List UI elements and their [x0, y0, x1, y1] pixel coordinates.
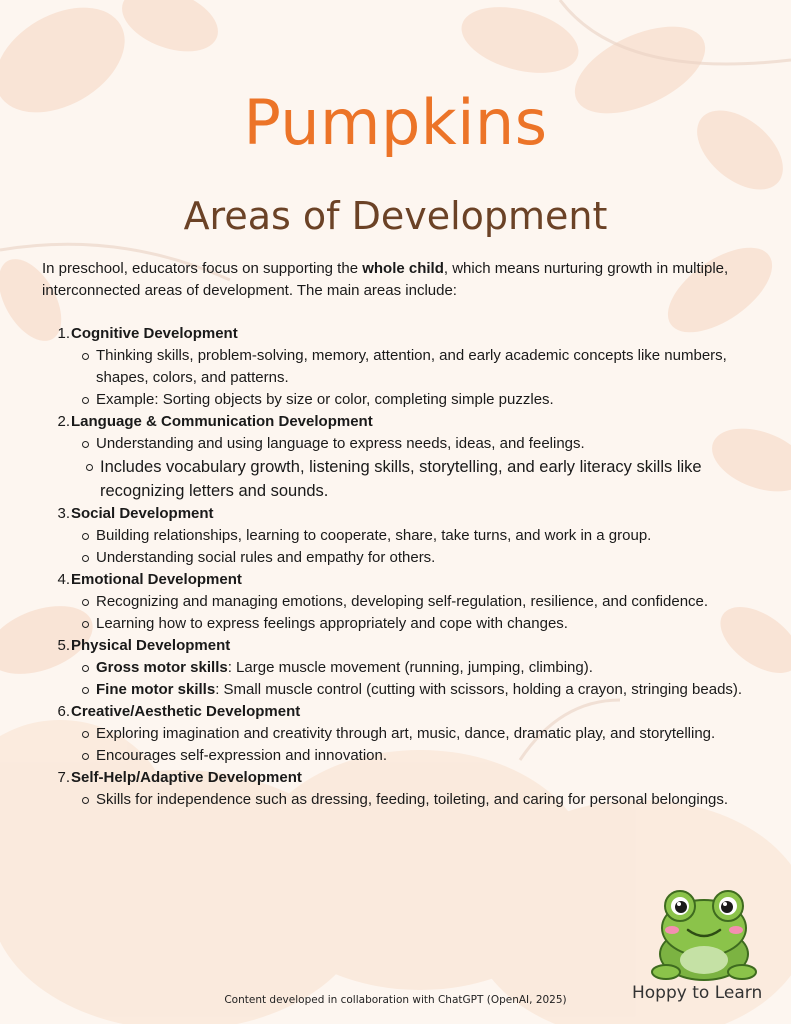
bullet-text: : Large muscle movement (running, jumping, climbing).: [227, 659, 593, 676]
bullet-point: Recognizing and managing emotions, developing self-regulation, resilience, and confidence.: [96, 591, 747, 613]
bullet-point: Understanding and using language to express needs, ideas, and feelings.: [96, 433, 747, 455]
area-heading: [42, 569, 747, 591]
bullet-point: Thinking skills, problem-solving, memory, attention, and early academic concepts like numbers, shapes, colors, and patterns.: [96, 345, 747, 389]
area-points: [42, 723, 747, 767]
area-points: [42, 657, 747, 701]
bullet-text: : Small muscle control (cutting with scissors, holding a crayon, stringing beads).: [215, 681, 743, 698]
area-title: Emotional Development: [71, 571, 242, 588]
bullet-point: [96, 657, 747, 679]
intro-bold-text: whole child: [362, 260, 444, 277]
area-number: 1.: [57, 325, 70, 342]
bullet-bold-term: Fine motor skills: [96, 681, 216, 698]
area-item: [42, 503, 747, 569]
area-points: [42, 789, 747, 811]
area-title: Social Development: [71, 505, 214, 522]
area-number: 7.: [57, 769, 70, 786]
page-subtitle: Areas of Development: [183, 194, 608, 238]
bullet-bold-term: Gross motor skills: [96, 659, 228, 676]
development-areas-list: [42, 323, 747, 811]
area-points: [42, 433, 747, 503]
area-heading: [42, 411, 747, 433]
intro-paragraph: [42, 258, 747, 302]
area-item: [42, 701, 747, 767]
bullet-point: Learning how to express feelings appropriately and cope with changes.: [96, 613, 747, 635]
area-points: [42, 591, 747, 635]
brand-logo-text: Hoppy to Learn: [632, 983, 763, 1003]
bullet-point: Understanding social rules and empathy for others.: [96, 547, 747, 569]
area-title: Language & Communication Development: [71, 413, 373, 430]
bullet-point: Example: Sorting objects by size or color, completing simple puzzles.: [96, 389, 747, 411]
area-heading: [42, 701, 747, 723]
frog-mascot-icon: [648, 884, 760, 984]
area-number: 4.: [57, 571, 70, 588]
area-heading: [42, 503, 747, 525]
intro-text-start: In preschool, educators focus on supporting the: [42, 260, 363, 277]
area-number: 2.: [57, 413, 70, 430]
bullet-point: Skills for independence such as dressing, feeding, toileting, and caring for personal belongings.: [96, 789, 747, 811]
bullet-point: Encourages self-expression and innovation.: [96, 745, 747, 767]
bullet-point: Includes vocabulary growth, listening skills, storytelling, and early literacy skills like recognizing letters and sounds.: [96, 455, 747, 503]
area-item: [42, 411, 747, 503]
area-title: Cognitive Development: [71, 325, 238, 342]
area-heading: [42, 323, 747, 345]
footer-credit: Content developed in collaboration with ChatGPT (OpenAI, 2025): [224, 994, 567, 1006]
area-number: 5.: [57, 637, 70, 654]
bullet-point: [96, 679, 747, 701]
page-title: Pumpkins: [243, 86, 548, 159]
intro-text-end: , which means nurturing growth in multiple, interconnected areas of development. The main areas include:: [42, 260, 729, 299]
area-title: Self-Help/Adaptive Development: [71, 769, 302, 786]
area-title: Physical Development: [71, 637, 231, 654]
area-title: Creative/Aesthetic Development: [71, 703, 301, 720]
area-number: 6.: [57, 703, 70, 720]
area-item: [42, 635, 747, 701]
area-item: [42, 323, 747, 411]
area-points: [42, 525, 747, 569]
area-item: [42, 569, 747, 635]
area-item: [42, 767, 747, 811]
area-heading: [42, 635, 747, 657]
bullet-point: Exploring imagination and creativity through art, music, dance, dramatic play, and storytelling.: [96, 723, 747, 745]
area-number: 3.: [57, 505, 70, 522]
bullet-point: Building relationships, learning to cooperate, share, take turns, and work in a group.: [96, 525, 747, 547]
area-points: [42, 345, 747, 411]
area-heading: [42, 767, 747, 789]
